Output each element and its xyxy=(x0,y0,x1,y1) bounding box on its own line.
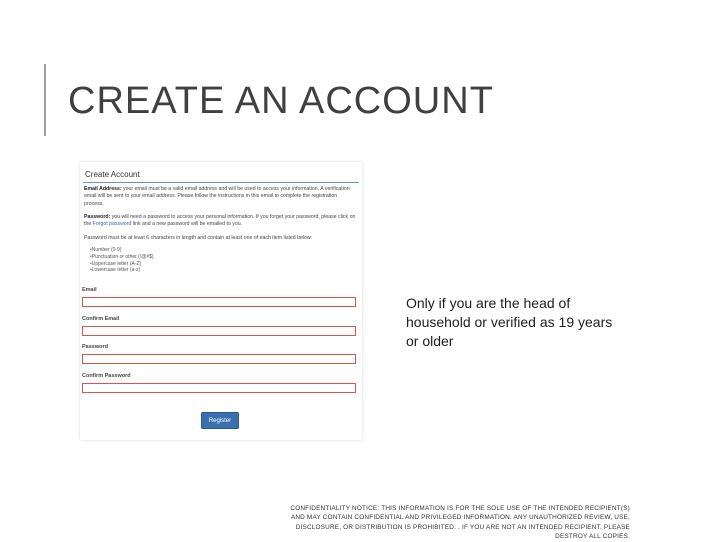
confirm-email-label: Confirm Email xyxy=(82,316,120,322)
list-item: • Lowercase letter (a-z) xyxy=(90,267,154,274)
forgot-password-link[interactable]: Forgot password xyxy=(92,221,132,228)
confirm-password-label: Confirm Password xyxy=(82,373,131,379)
register-button[interactable]: Register xyxy=(201,412,239,429)
email-instructions xyxy=(84,186,358,208)
email-field[interactable] xyxy=(82,297,356,307)
form-header-title: Create Account xyxy=(85,170,140,179)
email-label: Email xyxy=(82,287,97,293)
password-instructions-text-2: link and a new password will be emailed to you. xyxy=(132,221,243,228)
title-accent-bar xyxy=(44,64,46,136)
password-label: Password xyxy=(82,344,108,350)
email-instructions-heading: Email Address: xyxy=(84,186,122,192)
eligibility-note: Only if you are the head of household or verified as 19 years or older xyxy=(406,295,613,349)
password-field[interactable] xyxy=(82,354,356,364)
password-instructions xyxy=(84,214,358,229)
form-header xyxy=(83,164,359,183)
email-instructions-text: your email must be a valid email address and will be used to access your information. A verification email will be sent to your email address. Please follow the instructions in this email to complete the registration process. xyxy=(84,186,350,207)
confirm-password-field[interactable] xyxy=(82,383,356,393)
confirm-email-field[interactable] xyxy=(82,326,356,336)
create-account-form xyxy=(80,162,362,440)
password-instructions-heading: Password: xyxy=(84,214,111,220)
confidentiality-notice: CONFIDENTIALITY NOTICE: THIS INFORMATION IS FOR THE SOLE USE OF THE INTENDED RECIPIENT(S) AND MAY CONTAIN CONFIDENTIAL AND PRIVILEGED INFORMATION. ANY UNAUTHORIZED REVIEW, USE, DISCLOSURE, OR DISTRIBUTION IS PROHIBITED. . IF YOU ARE NOT AN INTENDED RECIPIENT, PLEASE DESTROY ALL COPIES. xyxy=(290,505,630,541)
list-item: • Punctuation or other (!@#$) xyxy=(90,254,154,261)
list-item: • Number (0-9) xyxy=(90,247,154,254)
slide-title: CREATE AN ACCOUNT xyxy=(68,80,494,122)
password-rules-list xyxy=(90,247,154,274)
password-rule: Password must be at least 6 characters in length and contain at least one of each item listed below: xyxy=(84,235,313,241)
password-instructions-text-1: you will need a password to access your personal information. If you forget your password, please click on the xyxy=(84,214,356,228)
list-item: • Uppercase letter (A-Z) xyxy=(90,261,154,268)
